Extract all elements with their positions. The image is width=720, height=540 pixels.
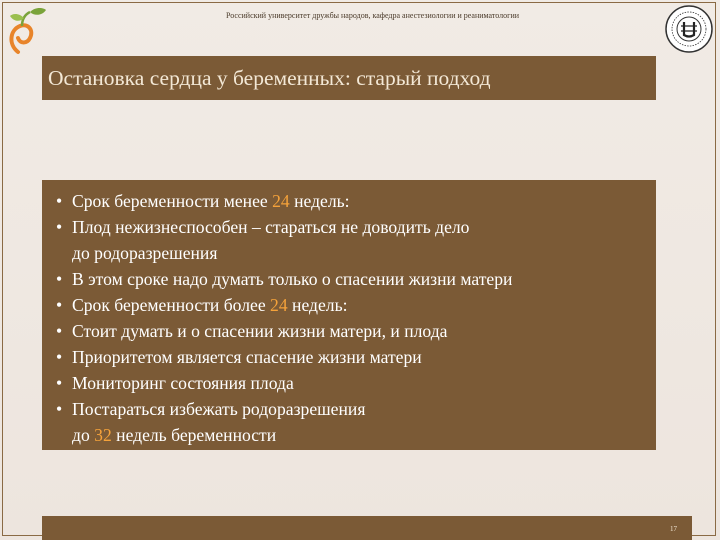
list-item: • Постараться избежать родоразрешения (56, 396, 656, 422)
list-item: • Мониторинг состояния плода (56, 370, 656, 396)
slide-title: Остановка сердца у беременных: старый подход (48, 65, 491, 90)
bullet-icon: • (56, 399, 63, 419)
highlight-number: 24 (272, 191, 290, 211)
bullet-icon: • (56, 295, 63, 315)
list-item: • Плод нежизнеспособен – стараться не доводить дело (56, 214, 656, 240)
leaf-sprout-logo-icon (4, 4, 48, 56)
list-item: • В этом сроке надо думать только о спасении жизни матери (56, 266, 656, 292)
list-item: • Срок беременности менее 24 недель: (56, 188, 656, 214)
list-item-continuation: до родоразрешения (72, 243, 218, 263)
bullet-icon: • (56, 321, 63, 341)
bullet-icon: • (56, 191, 63, 211)
content-panel (42, 180, 656, 450)
university-header: Российский университет дружбы народов, кафедра анестезиологии и реаниматологии (225, 11, 520, 20)
bullet-icon: • (56, 347, 63, 367)
bullet-icon: • (56, 269, 63, 289)
list-item: • Приоритетом является спасение жизни матери (56, 344, 656, 370)
list-item: • Стоит думать и о спасении жизни матери, и плода (56, 318, 656, 344)
highlight-number: 32 (94, 425, 112, 445)
page-number: 17 (670, 525, 677, 533)
highlight-number: 24 (270, 295, 288, 315)
university-seal-logo-icon (664, 4, 714, 54)
list-item: • Срок беременности более 24 недель: (56, 292, 656, 318)
bullet-icon: • (56, 217, 63, 237)
list-item-continuation: до 32 недель беременности (72, 425, 277, 445)
bullet-list (56, 188, 656, 448)
title-bar (42, 56, 656, 100)
footer-bar (42, 516, 692, 540)
bullet-icon: • (56, 373, 63, 393)
